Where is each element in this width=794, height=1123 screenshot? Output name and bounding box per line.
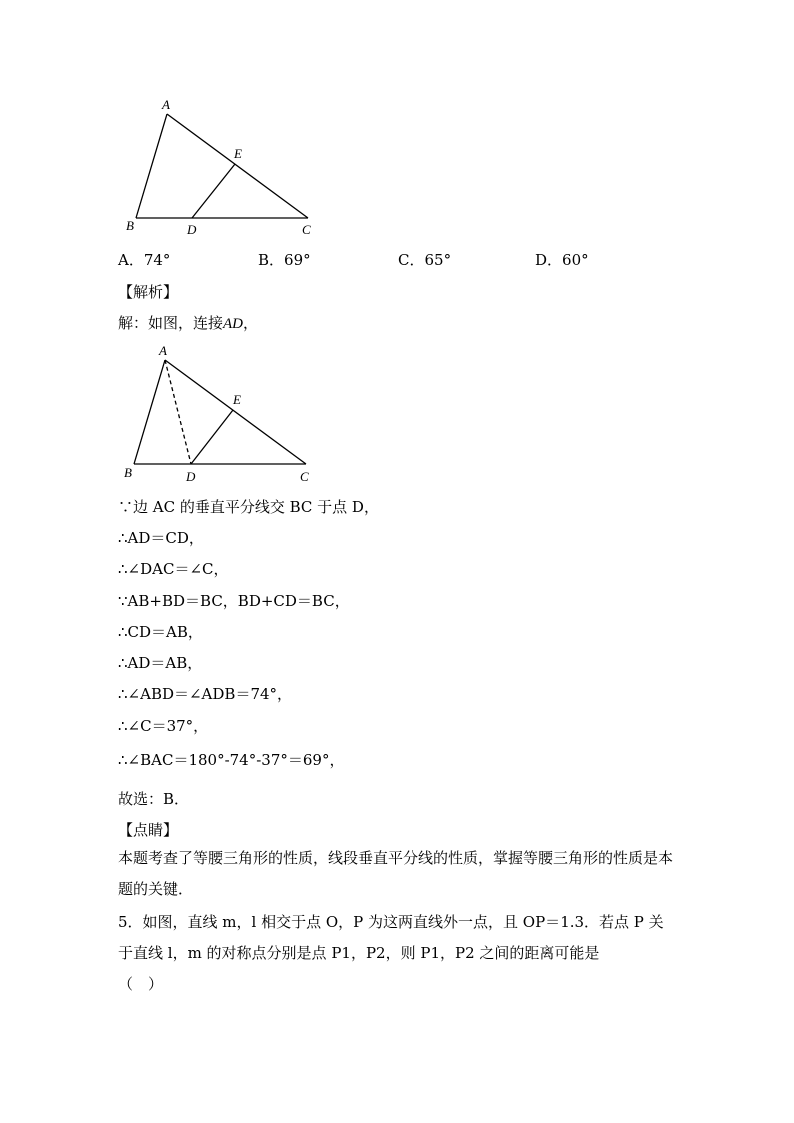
comment-text: 本题考查了等腰三角形的性质，线段垂直平分线的性质，掌握等腰三角形的性质是本题的关键． [118,849,674,898]
label-a: A [162,97,170,112]
analysis-heading: 【解析】 [118,283,179,301]
step-3: ∴∠DAC＝∠C， [118,560,229,578]
label-b: B [126,218,134,233]
solution-intro [118,312,258,333]
label-d: D [186,469,196,484]
option-a: A．74° [118,251,171,269]
option-c: C．65° [398,251,452,269]
step-5: ∴CD＝AB， [118,623,203,641]
triangle-figure-2 [118,340,328,490]
label-e: E [233,392,241,407]
step-4: ∵AB+BD＝BC，BD+CD＝BC， [118,592,350,610]
segment-ac [165,360,306,464]
solution-intro-var: AD [223,316,244,332]
solution-intro-end: ， [243,314,259,332]
label-e: E [234,146,242,161]
question5-line1: 5．如图，直线 m，l 相交于点 O，P 为这两直线外一点，且 OP＝1.3．若点 P 关 [118,913,664,931]
label-b: B [124,465,132,480]
question5-line3: （ ） [118,975,164,993]
segment-de [192,164,235,218]
step-6: ∴AD＝AB， [118,654,203,672]
segment-ab [136,114,167,218]
segment-de [191,410,233,464]
label-d: D [187,222,197,237]
solution-intro-text: 解：如图，连接 [118,314,224,332]
option-d: D．60° [535,251,589,269]
step-9: ∴∠BAC＝180°-74°-37°＝69°， [118,751,345,769]
label-a: A [159,343,167,358]
label-c: C [302,222,311,237]
step-1: ∵边 AC 的垂直平分线交 BC 于点 D， [118,498,379,516]
question5-line2: 于直线 l，m 的对称点分别是点 P1，P2，则 P1，P2 之间的距离可能是 [118,944,600,962]
label-c: C [300,469,309,484]
answer-line: 故选：B． [118,790,190,808]
step-2: ∴AD＝CD， [118,529,204,547]
triangle-figure-1 [120,92,330,242]
segment-ac [167,114,308,218]
comment-heading: 【点睛】 [118,821,179,839]
segment-ab [134,360,165,464]
step-8: ∴∠C＝37°， [118,717,209,735]
option-b: B．69° [258,251,311,269]
step-7: ∴∠ABD＝∠ADB＝74°， [118,685,293,703]
